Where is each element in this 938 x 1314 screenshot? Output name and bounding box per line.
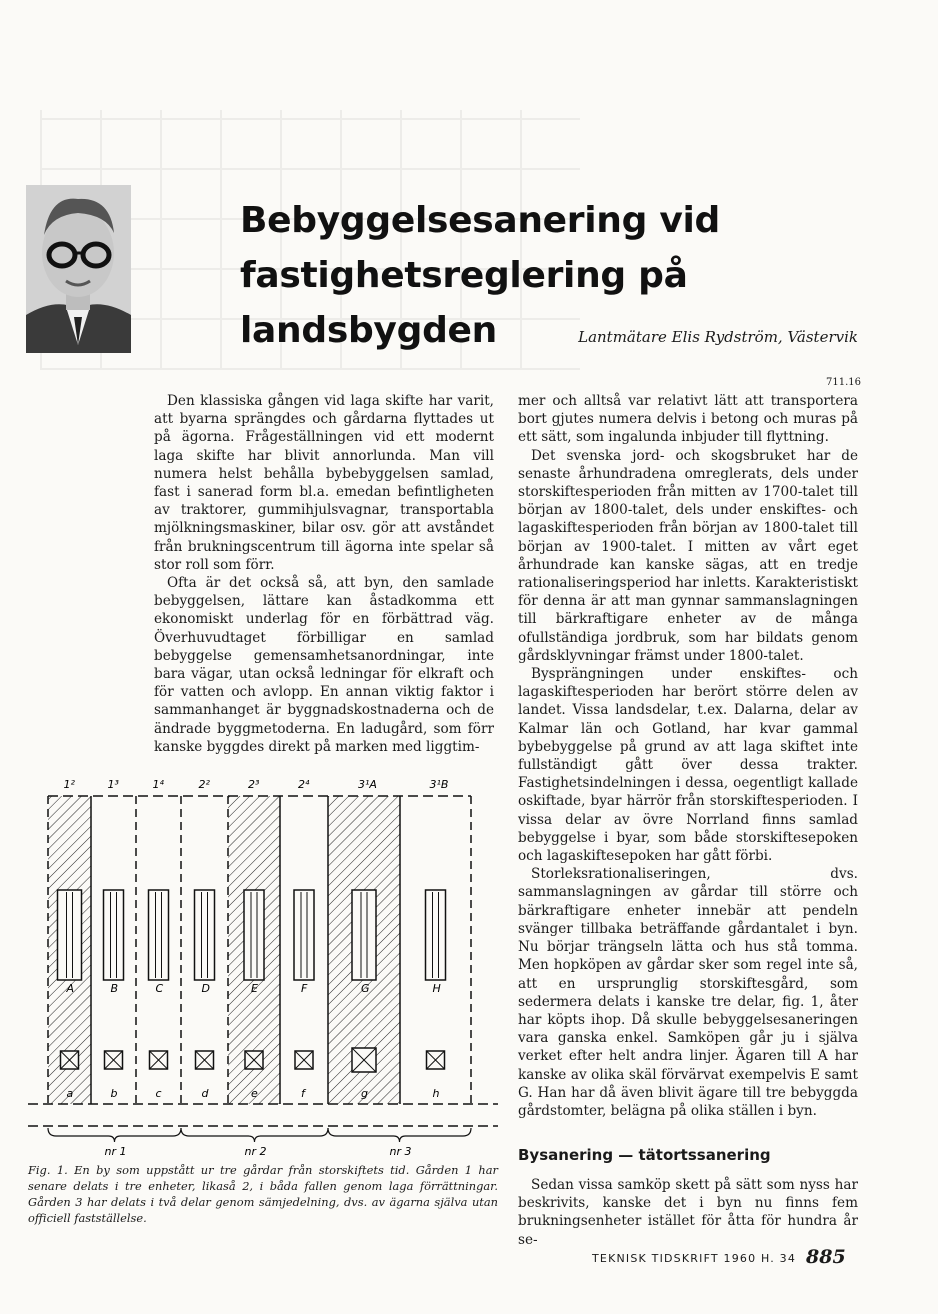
village-label: nr 3	[389, 1145, 412, 1158]
parcel-label: 1⁴	[152, 778, 164, 791]
section-heading: Bysanering — tätortssanering	[518, 1146, 771, 1164]
plot-label: c	[155, 1087, 162, 1100]
body-column-right-continued	[518, 1176, 858, 1249]
udc-classification: 711.16	[826, 377, 861, 388]
figure-village-map	[28, 770, 498, 1160]
house-label: E	[251, 982, 258, 995]
paragraph: Det svenska jord- och skogsbruket har de senaste århundradena omreglerats, dels under storskiftesperioden från mitten av 1700-talet till början av 1800-talet, dels under enskiftes- och lagaskiftesperioden från början av 1800-talet till början av 1900-talet. I mitten av vårt eget århundrade kan kanske sägas, att en tredje rationaliseringsperiod har inletts. Karakteristiskt för denna är att man gynnar sammanslagningen till bärkraftigare enheter av de många ofullständiga jordbruk, som har bildats genom gårdsklyvningar främst under 1800-talet.	[518, 447, 858, 664]
page-number: 885	[806, 1246, 846, 1268]
house-label: B	[110, 982, 119, 995]
house-building	[294, 890, 314, 980]
house-building	[149, 890, 169, 980]
parcel-label: 1²	[63, 778, 75, 791]
parcel-label: 3¹A	[358, 778, 377, 791]
plot-label: h	[432, 1087, 440, 1100]
village-brace	[328, 1128, 471, 1142]
plot-label: g	[361, 1087, 368, 1100]
paragraph: Den klassiska gången vid laga skifte har varit, att byarna sprängdes och gårdarna flyttades ut på ägorna. Frågeställningen vid ett modernt laga skifte har blivit annorlunda. Man vill numera helst behålla bybebyggelsen samlad, fast i sanerad form bl.a. emedan befintligheten av traktorer, gummihjulsvagnar, transportabla mjölkningsmaskiner, bilar osv. gör att avståndet från brukningscentrum till ägorna inte spelar så stor roll som förr.	[154, 393, 494, 573]
house-building	[352, 890, 376, 980]
house-building	[426, 890, 446, 980]
house-building	[104, 890, 124, 980]
paragraph: Sedan vissa samköp skett på sätt som nyss har beskrivits, kanske det i byn nu finns fem brukningsenheter istället för åtta för hundra år se-	[518, 1177, 858, 1248]
author-portrait	[26, 185, 131, 353]
house-label: A	[66, 982, 75, 995]
parcel-label: 3¹B	[429, 778, 449, 791]
paragraph: Bysprängningen under enskiftes- och lagaskiftesperioden har berört större delen av landet. Vissa landsdelar, t.ex. Dalarna, delar av Kalmar län och Gotland, har kvar gammal bybebyggelse på grund av att laga skiftet inte fullständigt gått över dessa trakter. Fastighetsindelningen i dessa, oegentligt kallade oskiftade, byar härrör från storskiftesperioden. I vissa delar av övre Norrland finns samlad bebyggelse i byar, som både storskiftesepoken och lagaskiftesepoken har gått förbi.	[518, 666, 858, 865]
plot-label: a	[66, 1087, 74, 1100]
body-column-left	[154, 392, 494, 756]
village-label: nr 2	[244, 1145, 267, 1158]
parcel-label: 1³	[107, 778, 119, 791]
parcel-label: 2³	[248, 778, 260, 791]
house-label: D	[201, 982, 210, 995]
journal-footer: TEKNISK TIDSKRIFT 1960 H. 34	[592, 1252, 797, 1265]
figure-caption: Fig. 1. En by som uppstått ur tre gårdar från storskiftets tid. Gården 1 har senare delats i tre enheter, likaså 2, i båda fallen genom laga förrättningar. Gården 3 har delats i två delar genom sämjedelning, dvs. av ägarna själva utan officiell fastställelse.	[28, 1163, 498, 1225]
article-author: Lantmätare Elis Rydström, Västervik	[578, 328, 858, 346]
house-building	[244, 890, 264, 980]
parcel-label: 2⁴	[298, 778, 310, 791]
village-brace	[181, 1128, 328, 1142]
house-building	[195, 890, 215, 980]
plot-label: d	[201, 1087, 209, 1100]
plot-label: b	[110, 1087, 118, 1100]
house-label: H	[432, 982, 441, 995]
body-column-right	[518, 392, 858, 1120]
house-label: G	[361, 982, 370, 995]
paragraph: Ofta är det också så, att byn, den samlade bebyggelsen, lättare kan åstadkomma ett ekonomiskt underlag för en förbättrad väg. Överhuvudtaget förbilligar en samlad bebyggelse gemensamhetsanordningar, inte bara vägar, utan också ledningar för elkraft och för vatten och avlopp. En annan viktig faktor i sammanhanget är byggnadskostnaderna och de ändrade byggmetoderna. En ladugård, som förr kanske byggdes direkt på marken med liggtim-	[154, 575, 494, 755]
plot-label: f	[301, 1087, 305, 1100]
house-label: C	[155, 982, 164, 995]
paragraph: Storleksrationaliseringen, dvs. sammanslagningen av gårdar till större och bärkraftigare enheter innebär att pendeln svänger tillbaka beträffande gårdantalet i byn. Nu börjar trängseln lätta och hus stå tomma. Men hopköpen av gårdar sker som regel inte så, att en ursprunglig storskiftesgård, som sedermera delats i kanske tre delar, fig. 1, åter har köpts ihop. Då skulle bebyggelsesaneringen vara ganska enkel. Samköpen går ju i själva verket efter helt andra linjer. Ägaren till A har kanske av olika skäl förvärvat exempelvis E samt G. Han har då även blivit ägare till tre bebyggda gårdstomter, belägna på olika ställen i byn.	[518, 866, 858, 1119]
parcel-label: 2²	[198, 778, 210, 791]
house-building	[58, 890, 82, 980]
plot-label: e	[251, 1087, 258, 1100]
village-brace	[48, 1128, 181, 1142]
paragraph: mer och alltså var relativt lätt att transportera bort gjutes numera delvis i betong och muras på ett sätt, som ingalunda inbjuder till flyttning.	[518, 393, 858, 446]
village-label: nr 1	[104, 1145, 127, 1158]
house-label: F	[301, 982, 308, 995]
article-title: Bebyggelsesanering vid fastighetsreglering på landsbygden	[240, 200, 720, 351]
